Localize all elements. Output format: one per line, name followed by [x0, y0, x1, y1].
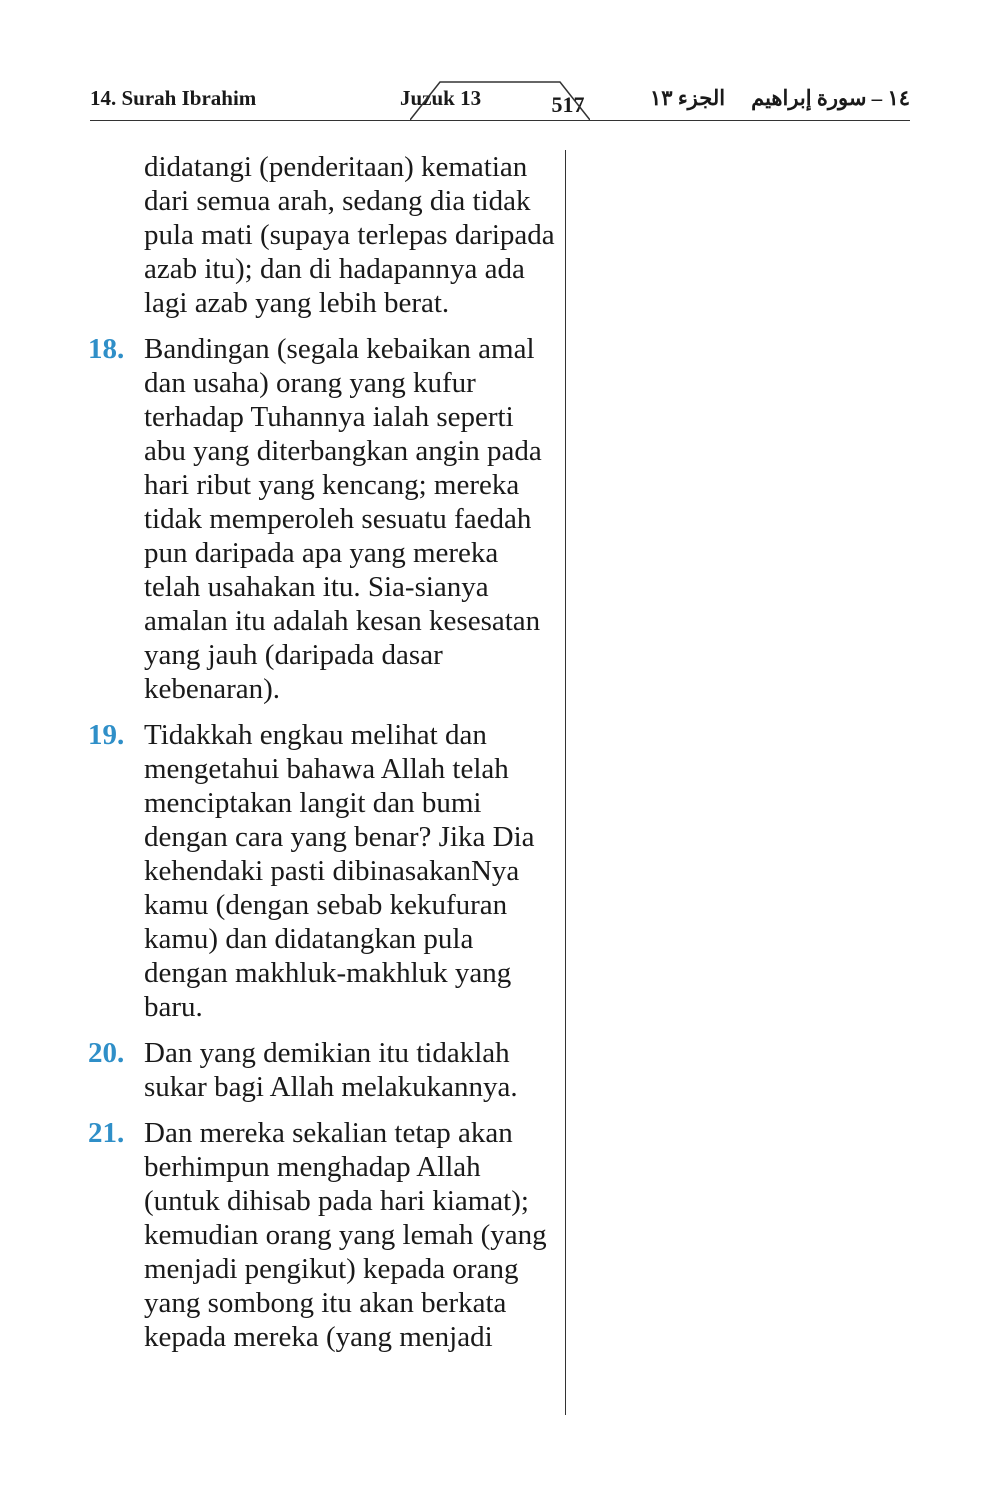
verse-text: didatangi (penderitaan) kematian dari semua arah, sedang dia tidak pula mati (supaya terlepas daripada azab itu); dan di hadapannya ada lagi azab yang lebih berat.	[144, 151, 555, 319]
column-divider	[565, 150, 566, 1415]
verse-number: 21.	[88, 1117, 125, 1149]
verse-number: 19.	[88, 719, 125, 751]
page-number: 517	[551, 92, 585, 117]
verse-19	[90, 718, 560, 1024]
juzuk-label-latin: Juzuk 13	[400, 86, 482, 110]
verse-number: 18.	[88, 333, 125, 365]
verse-text: Dan mereka sekalian tetap akan berhimpun menghadap Allah (untuk dihisab pada hari kiamat); kemudian orang yang lemah (yang menjadi pengikut) kepada orang yang sombong itu akan berkata kepada mereka (yang menjadi	[144, 1117, 547, 1353]
translation-column	[90, 150, 560, 1366]
verse-continued	[90, 150, 560, 320]
surah-title-arabic: ١٤ – سورة إبراهيم	[751, 86, 910, 110]
verse-18	[90, 332, 560, 706]
verse-text: Bandingan (segala kebaikan amal dan usaha) orang yang kufur terhadap Tuhannya ialah seperti abu yang diterbangkan angin pada hari ribut yang kencang; mereka tidak memperoleh sesuatu faedah pun daripada apa yang mereka telah usahakan itu. Sia-sianya amalan itu adalah kesan kesesatan yang jauh (daripada dasar kebenaran).	[144, 333, 542, 705]
surah-title-latin: 14. Surah Ibrahim	[90, 86, 257, 110]
verse-20	[90, 1036, 560, 1104]
verse-number: 20.	[88, 1037, 125, 1069]
verse-21	[90, 1116, 560, 1354]
header-rule	[90, 120, 910, 121]
verse-text: Tidakkah engkau melihat dan mengetahui bahawa Allah telah menciptakan langit dan bumi dengan cara yang benar? Jika Dia kehendaki pasti dibinasakanNya kamu (dengan sebab kekufuran kamu) dan didatangkan pula dengan makhluk-makhluk yang baru.	[144, 719, 535, 1023]
juzuk-label-arabic: الجزء ١٣	[650, 86, 726, 110]
page-number-tab	[410, 78, 590, 124]
verse-text: Dan yang demikian itu tidaklah sukar bagi Allah melakukannya.	[144, 1037, 518, 1103]
